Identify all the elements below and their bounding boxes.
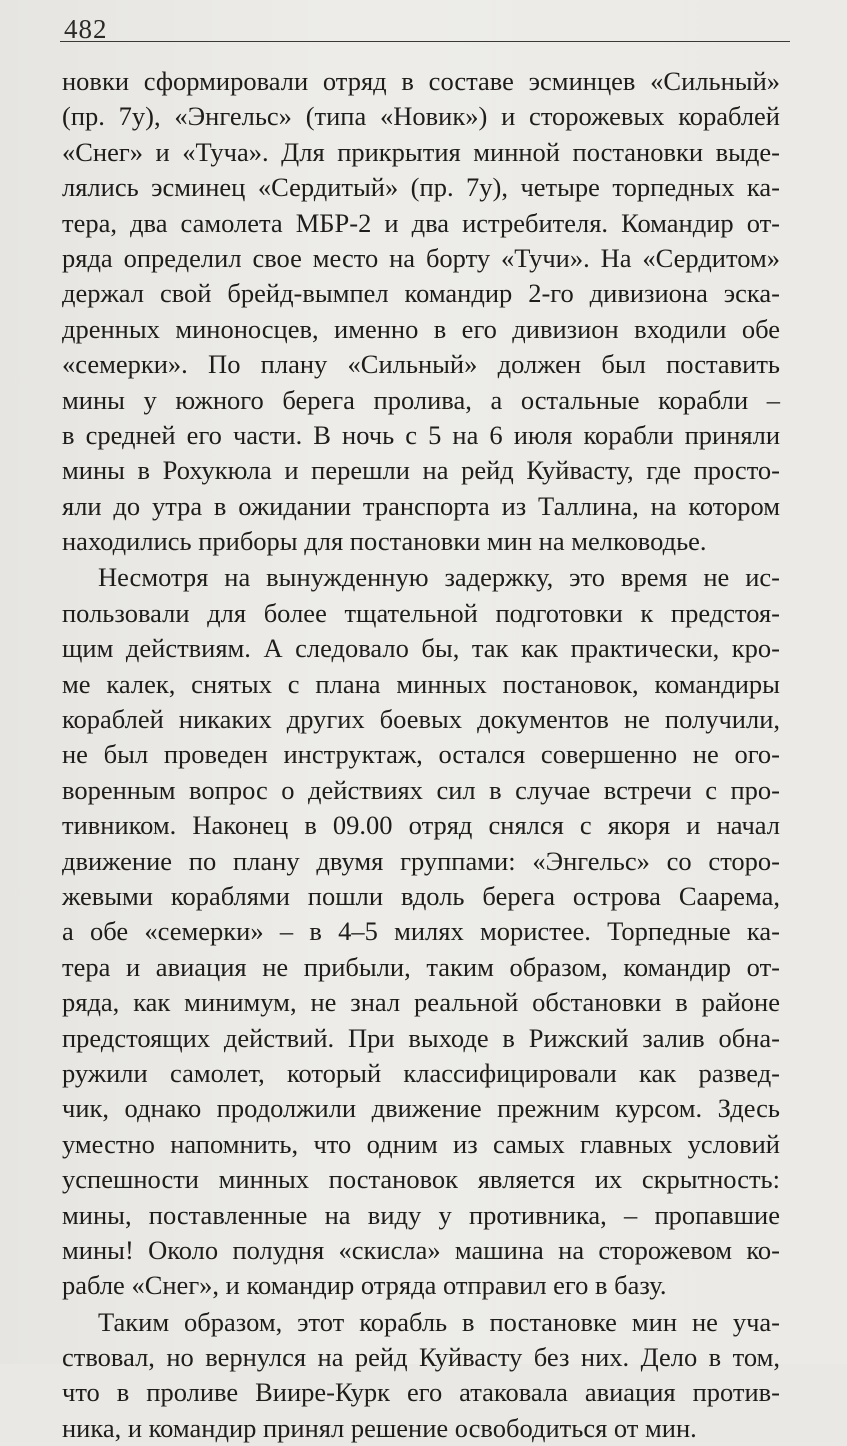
text-line: тера, два самолета МБР-2 и два истребителя. Командир от-: [62, 207, 780, 238]
text-line: ряда, как минимум, не знал реальной обстановки в районе: [62, 987, 780, 1018]
text-line: находились приборы для постановки мин на мелководье.: [62, 526, 707, 557]
text-line: не был проведен инструктаж, остался совершенно не ого-: [62, 739, 780, 770]
text-line: пользовали для более тщательной подготовки к предстоя-: [62, 597, 780, 628]
text-line: мины в Рохукюла и перешли на рейд Куйвасту, где просто-: [62, 455, 780, 486]
text-line: ствовал, но вернулся на рейд Куйвасту без них. Дело в том,: [62, 1342, 780, 1373]
text-line: (пр. 7у), «Энгельс» (типа «Новик») и сторожевых кораблей: [62, 101, 780, 132]
text-line: движение по плану двумя группами: «Энгельс» со сторо-: [62, 845, 780, 876]
body-text: [62, 64, 780, 1446]
text-line: новки сформировали отряд в составе эсминцев «Сильный»: [62, 66, 780, 96]
text-line: лялись эсминец «Сердитый» (пр. 7у), четыре торпедных ка-: [62, 172, 780, 203]
text-line: уместно напомнить, что одним из самых главных условий: [62, 1128, 780, 1159]
text-line: держал свой брейд-вымпел командир 2-го дивизиона эска-: [62, 278, 780, 309]
text-line: в средней его части. В ночь с 5 на 6 июля корабли приняли: [62, 419, 780, 450]
text-line: кораблей никаких других боевых документов не получили,: [62, 704, 780, 735]
text-line: тера и авиация не прибыли, таким образом, командир от-: [62, 951, 780, 982]
text-line: а обе «семерки» – в 4–5 милях мористее. Торпедные ка-: [62, 916, 780, 947]
text-line: предстоящих действий. При выходе в Рижский залив обна-: [62, 1022, 780, 1053]
text-line: ника, и командир принял решение освободиться от мин.: [62, 1412, 697, 1443]
text-line: яли до утра в ожидании транспорта из Таллина, на котором: [62, 490, 780, 521]
text-line: жевыми кораблями пошли вдоль берега острова Саарема,: [62, 880, 780, 911]
paragraph: [62, 560, 780, 1303]
text-line: рабле «Снег», и командир отряда отправил его в базу.: [62, 1270, 667, 1301]
text-line: мины! Около полудня «скисла» машина на сторожевом ко-: [62, 1234, 780, 1265]
text-line: воренным вопрос о действиях сил в случае встречи с про-: [62, 774, 780, 805]
text-line: «Снег» и «Туча». Для прикрытия минной постановки выде-: [62, 136, 780, 167]
text-line: чик, однако продолжили движение прежним курсом. Здесь: [62, 1093, 780, 1124]
page-header: [60, 8, 790, 48]
text-line: тивником. Наконец в 09.00 отряд снялся с якоря и начал: [62, 810, 780, 841]
text-line: «семерки». По плану «Сильный» должен был поставить: [62, 349, 780, 380]
header-rule: [60, 41, 790, 42]
text-line: Таким образом, этот корабль в постановке мин не уча-: [98, 1306, 780, 1337]
text-line: ряда определил свое место на борту «Тучи». На «Сердитом»: [62, 242, 780, 273]
text-line: ме калек, снятых с плана минных постановок, командиры: [62, 668, 780, 699]
paragraph: [62, 64, 780, 559]
text-line: ружили самолет, который классифицировали как развед-: [62, 1057, 780, 1088]
text-line: мины, поставленные на виду у противника, – пропавшие: [62, 1199, 780, 1230]
paragraph: [62, 1305, 780, 1446]
text-line: успешности минных постановок является их скрытность:: [62, 1164, 780, 1195]
text-line: щим действиям. А следовало бы, так как практически, кро-: [62, 633, 780, 664]
page-number: 482: [64, 14, 108, 44]
text-line: мины у южного берега пролива, а остальные корабли –: [62, 384, 780, 415]
text-line: Несмотря на вынужденную задержку, это время не ис-: [98, 562, 780, 593]
text-line: дренных миноносцев, именно в его дивизион входили обе: [62, 313, 780, 344]
text-line: что в проливе Виире-Курк его атаковала авиация против-: [62, 1377, 780, 1408]
